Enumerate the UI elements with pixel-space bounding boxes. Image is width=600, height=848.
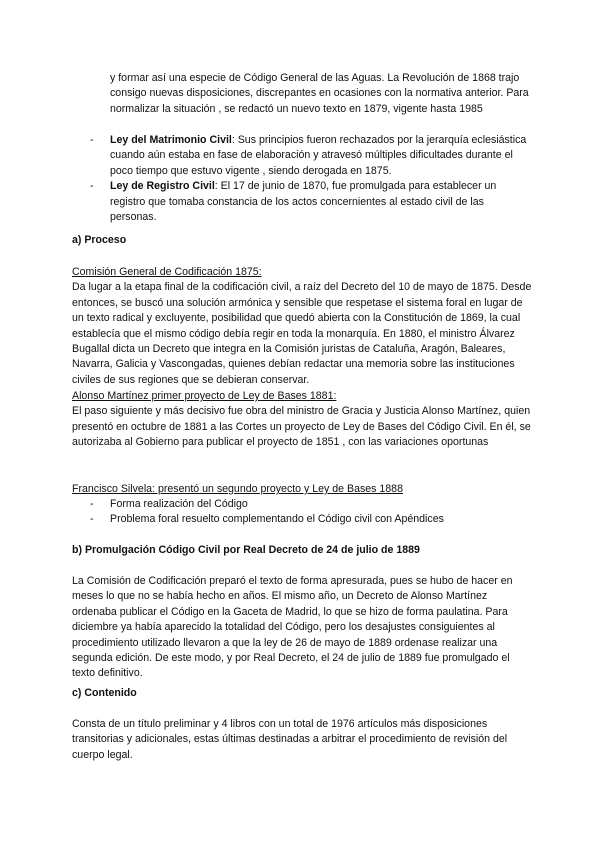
alonso-block <box>72 389 532 451</box>
alonso-title: Alonso Martínez primer proyecto de Ley de Bases 1881: <box>72 390 337 402</box>
list-item-text: Problema foral resuelto complementando el Código civil con Apéndices <box>110 513 444 526</box>
list-item <box>90 512 530 527</box>
dash-bullet: - <box>90 498 94 510</box>
comision-text: Da lugar a la etapa final de la codificación civil, a raíz del Decreto del 10 de mayo de 1875. Desde entonces, se buscó una solución armónica y sensible que respetase el sistema foral en lugar de un texto radical y excluyente, posibilidad que quedó abierta con la Constitución de 1869, la cual establecía que el mismo código debía regir en toda la monarquía. En 1880, el ministro Álvarez Bugallal dicta un Decreto que integra en la Comisión juristas de Cataluña, Aragón, Baleares, Navarra, Galicia y Vascongadas, quienes debían redactar una memoria sobre las instituciones civiles de sus regiones que se debieran conservar. <box>72 281 532 386</box>
list-item <box>90 497 530 512</box>
dash-bullet: - <box>90 513 94 526</box>
list-item-registro <box>90 179 530 225</box>
law-text: : El 17 de junio de 1870, fue promulgada para establecer un registro que tomaba constancia de los actos concernientes al estado civil de las personas. <box>110 180 497 224</box>
section-a-heading: a) Proceso <box>72 234 127 246</box>
list-item-text: Forma realización del Código <box>110 498 248 510</box>
list-item-matrimonio <box>90 133 530 179</box>
section-c-heading: c) Contenido <box>72 687 137 699</box>
silvela-list <box>90 497 530 528</box>
dash-bullet: - <box>90 180 94 193</box>
section-b-heading: b) Promulgación Código Civil por Real Decreto de 24 de julio de 1889 <box>72 544 420 556</box>
silvela-block <box>72 482 532 497</box>
law-title: Ley de Registro Civil <box>110 180 215 193</box>
law-title: Ley del Matrimonio Civil <box>110 134 232 146</box>
dash-bullet: - <box>90 134 94 146</box>
comision-title: Comisión General de Codificación 1875: <box>72 266 262 278</box>
comision-block <box>72 265 532 388</box>
intro-continuation: y formar así una especie de Código General de las Aguas. La Revolución de 1868 trajo consigo nuevas disposiciones, discrepantes en ocasiones con la normativa anterior. Para normalizar la situación , se redactó un nuevo texto en 1879, vigente hasta 1985 <box>110 72 529 115</box>
alonso-text: El paso siguiente y más decisivo fue obra del ministro de Gracia y Justicia Alonso Martínez, quien presentó en octubre de 1881 a las Cortes un proyecto de Ley de Bases del Código Civil. En él, se autorizaba al Gobierno para publicar el proyecto de 1851 , con las variaciones oportunas <box>72 405 531 449</box>
laws-list <box>90 133 530 225</box>
section-c-text: Consta de un título preliminar y 4 libros con un total de 1976 artículos más disposiciones transitorias y adicionales, estas últimas destinadas a arbitrar el procedimiento de revisión del cuerpo legal. <box>72 718 508 761</box>
section-b-text: La Comisión de Codificación preparó el texto de forma apresurada, pues se hubo de hacer en meses lo que no se había hecho en años. El mismo año, un Decreto de Alonso Martínez ordenaba publicar el Código en la Gaceta de Madrid, lo que se hizo de forma paulatina. Para diciembre ya había aparecido la totalidad del Código, pero los desajustes consiguientes al procedimiento utilizado llevaron a que la ley de 26 de mayo de 1889 ordenase realizar una segunda edición. De este modo, y por Real Decreto, el 24 de julio de 1889 fue promulgado el texto definitivo. <box>72 575 513 680</box>
law-text: : Sus principios fueron rechazados por la jerarquía eclesiástica cuando aún estaba en fase de elaboración y atravesó múltiples dificultades durante el poco tiempo que estuvo vigente , siendo derogada en 1875. <box>110 134 527 177</box>
silvela-title: Francisco Silvela: presentó un segundo proyecto y Ley de Bases 1888 <box>72 483 403 495</box>
